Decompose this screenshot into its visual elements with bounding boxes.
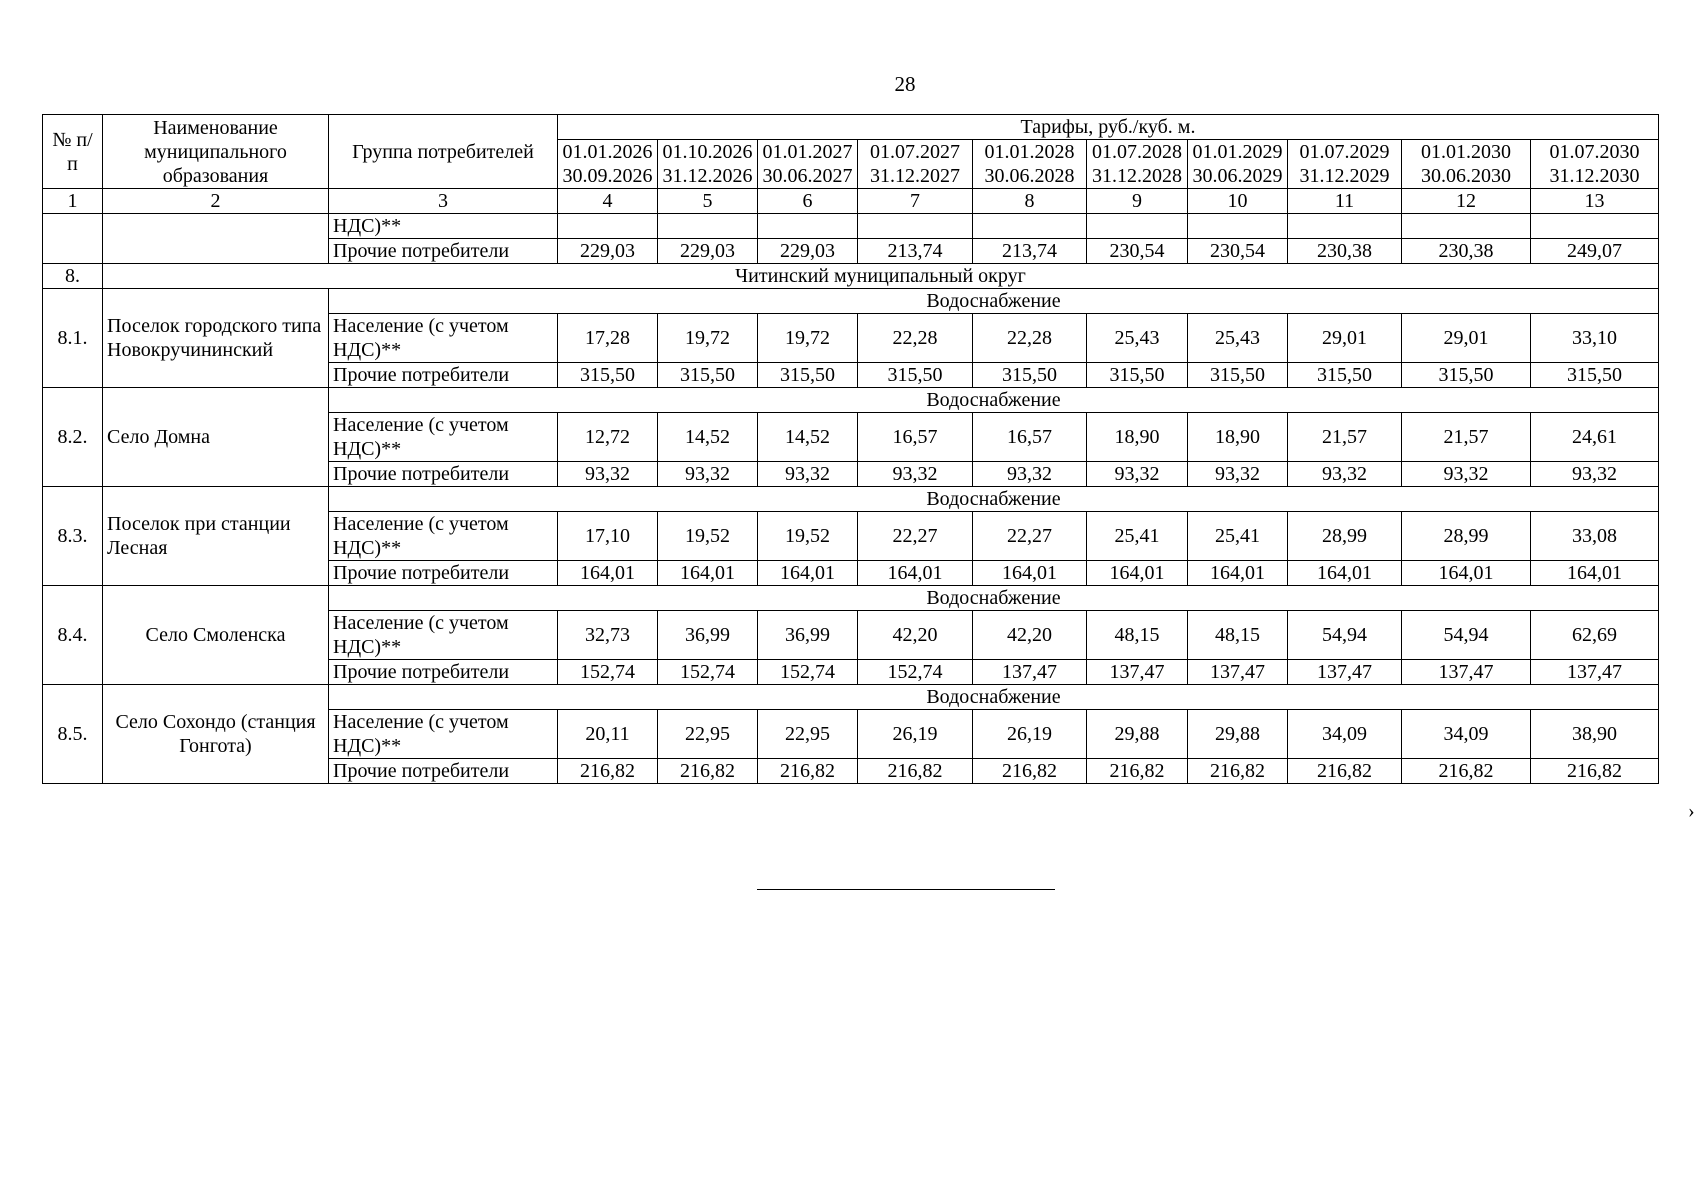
district-row — [43, 264, 1659, 289]
section-name: Поселок при станции Лесная — [103, 487, 329, 586]
tariff-value: 22,95 — [658, 710, 758, 759]
tariff-value: 17,28 — [558, 314, 658, 363]
service-row — [43, 289, 1659, 314]
column-number: 6 — [758, 189, 858, 214]
continuation-row — [43, 214, 1659, 239]
header-period-to: 31.12.2029 — [1288, 164, 1402, 189]
tariff-value: 48,15 — [1087, 611, 1188, 660]
column-number: 10 — [1188, 189, 1288, 214]
tariff-value: 315,50 — [758, 363, 858, 388]
consumer-group-label: Прочие потребители — [329, 462, 558, 487]
tariff-value: 22,28 — [973, 314, 1087, 363]
header-municipality: Наименование муниципального образования — [103, 115, 329, 189]
tariff-value: 29,01 — [1288, 314, 1402, 363]
tariff-value: 16,57 — [858, 413, 973, 462]
header-period-to: 31.12.2030 — [1531, 164, 1659, 189]
consumer-group-label: Население (с учетом НДС)** — [329, 512, 558, 561]
empty-cell — [758, 214, 858, 239]
tariff-value: 315,50 — [658, 363, 758, 388]
tariff-value: 216,82 — [973, 759, 1087, 784]
header-period-from: 01.01.2027 — [758, 140, 858, 165]
tariff-value: 24,61 — [1531, 413, 1659, 462]
tariff-value: 26,19 — [973, 710, 1087, 759]
tariff-value: 22,27 — [973, 512, 1087, 561]
tariff-value: 22,28 — [858, 314, 973, 363]
tariff-value: 20,11 — [558, 710, 658, 759]
tariff-value: 216,82 — [1531, 759, 1659, 784]
tariff-value: 315,50 — [1188, 363, 1288, 388]
tariff-value: 25,43 — [1188, 314, 1288, 363]
continuation-fragment: НДС)** — [329, 214, 558, 239]
tariff-value: 34,09 — [1402, 710, 1531, 759]
column-number: 12 — [1402, 189, 1531, 214]
bottom-rule — [757, 889, 1055, 890]
tariff-value: 164,01 — [858, 561, 973, 586]
tariff-value: 137,47 — [1188, 660, 1288, 685]
tariff-value: 54,94 — [1288, 611, 1402, 660]
tariff-value: 216,82 — [658, 759, 758, 784]
tariff-value: 137,47 — [1531, 660, 1659, 685]
service-name: Водоснабжение — [329, 289, 1659, 314]
empty-cell — [1188, 214, 1288, 239]
empty-cell — [1288, 214, 1402, 239]
tariff-value: 42,20 — [973, 611, 1087, 660]
section-name: Село Смоленска — [103, 586, 329, 685]
tariff-value: 152,74 — [558, 660, 658, 685]
consumer-group-label: Прочие потребители — [329, 759, 558, 784]
section-number: 8.5. — [43, 685, 103, 784]
empty-cell — [858, 214, 973, 239]
tariff-value: 152,74 — [858, 660, 973, 685]
service-row — [43, 685, 1659, 710]
tariff-value: 93,32 — [858, 462, 973, 487]
tariff-value: 38,90 — [1531, 710, 1659, 759]
consumer-group-label: Население (с учетом НДС)** — [329, 710, 558, 759]
tariff-value: 216,82 — [558, 759, 658, 784]
page-number: 28 — [894, 72, 916, 96]
tariff-value: 315,50 — [1087, 363, 1188, 388]
service-name: Водоснабжение — [329, 388, 1659, 413]
tariff-value: 137,47 — [1288, 660, 1402, 685]
tariff-value: 164,01 — [1288, 561, 1402, 586]
tariff-value: 315,50 — [973, 363, 1087, 388]
column-number: 2 — [103, 189, 329, 214]
consumer-group-label: Прочие потребители — [329, 239, 558, 264]
tariff-value: 22,95 — [758, 710, 858, 759]
service-row — [43, 388, 1659, 413]
edge-mark: › — [1688, 800, 1695, 822]
header-period-from: 01.07.2030 — [1531, 140, 1659, 165]
tariff-value: 14,52 — [658, 413, 758, 462]
header-period-to: 30.09.2026 — [558, 164, 658, 189]
service-name: Водоснабжение — [329, 586, 1659, 611]
column-number: 1 — [43, 189, 103, 214]
tariff-value: 213,74 — [973, 239, 1087, 264]
tariff-value: 28,99 — [1288, 512, 1402, 561]
section-number: 8.3. — [43, 487, 103, 586]
tariff-value: 54,94 — [1402, 611, 1531, 660]
district-name: Читинский муниципальный округ — [103, 264, 1659, 289]
empty-cell — [658, 214, 758, 239]
tariff-value: 216,82 — [1288, 759, 1402, 784]
header-period-from: 01.10.2026 — [658, 140, 758, 165]
tariff-value: 164,01 — [973, 561, 1087, 586]
column-number: 11 — [1288, 189, 1402, 214]
tariff-value: 29,01 — [1402, 314, 1531, 363]
consumer-group-label: Прочие потребители — [329, 363, 558, 388]
tariff-value: 32,73 — [558, 611, 658, 660]
header-period-to: 31.12.2027 — [858, 164, 973, 189]
column-number: 7 — [858, 189, 973, 214]
consumer-group-label: Население (с учетом НДС)** — [329, 413, 558, 462]
tariff-value: 152,74 — [658, 660, 758, 685]
header-row — [43, 115, 1659, 140]
tariff-value: 21,57 — [1288, 413, 1402, 462]
tariff-value: 36,99 — [758, 611, 858, 660]
tariff-value: 17,10 — [558, 512, 658, 561]
tariff-value: 93,32 — [1531, 462, 1659, 487]
tariff-value: 164,01 — [1188, 561, 1288, 586]
tariff-value: 229,03 — [558, 239, 658, 264]
tariff-value: 164,01 — [558, 561, 658, 586]
empty-cell — [1402, 214, 1531, 239]
header-period-from: 01.01.2026 — [558, 140, 658, 165]
tariff-value: 164,01 — [658, 561, 758, 586]
tariff-value: 93,32 — [1087, 462, 1188, 487]
tariff-value: 93,32 — [658, 462, 758, 487]
tariff-value: 22,27 — [858, 512, 973, 561]
tariff-value: 25,43 — [1087, 314, 1188, 363]
tariff-value: 315,50 — [558, 363, 658, 388]
service-name: Водоснабжение — [329, 487, 1659, 512]
tariff-value: 230,54 — [1188, 239, 1288, 264]
tariff-value: 33,08 — [1531, 512, 1659, 561]
tariff-value: 42,20 — [858, 611, 973, 660]
section-name: Село Домна — [103, 388, 329, 487]
continuation-name-cell — [103, 214, 329, 264]
tariff-value: 14,52 — [758, 413, 858, 462]
tariff-value: 29,88 — [1188, 710, 1288, 759]
header-period-to: 31.12.2028 — [1087, 164, 1188, 189]
tariff-value: 315,50 — [1531, 363, 1659, 388]
consumer-group-label: Прочие потребители — [329, 561, 558, 586]
header-period-to: 31.12.2026 — [658, 164, 758, 189]
tariff-value: 36,99 — [658, 611, 758, 660]
header-period-to: 30.06.2029 — [1188, 164, 1288, 189]
consumer-group-label: Население (с учетом НДС)** — [329, 314, 558, 363]
tariff-value: 25,41 — [1188, 512, 1288, 561]
district-number: 8. — [43, 264, 103, 289]
tariff-value: 93,32 — [558, 462, 658, 487]
tariff-value: 62,69 — [1531, 611, 1659, 660]
header-period-to: 30.06.2027 — [758, 164, 858, 189]
tariff-value: 26,19 — [858, 710, 973, 759]
section-name: Поселок городского типа Новокручининский — [103, 289, 329, 388]
tariff-value: 230,38 — [1402, 239, 1531, 264]
empty-cell — [558, 214, 658, 239]
section-name: Село Сохондо (станция Гонгота) — [103, 685, 329, 784]
header-tariffs: Тарифы, руб./куб. м. — [558, 115, 1659, 140]
tariff-value: 315,50 — [1288, 363, 1402, 388]
tariff-value: 18,90 — [1087, 413, 1188, 462]
column-number: 8 — [973, 189, 1087, 214]
empty-cell — [1531, 214, 1659, 239]
tariff-value: 216,82 — [758, 759, 858, 784]
tariff-value: 19,72 — [758, 314, 858, 363]
tariff-value: 93,32 — [1402, 462, 1531, 487]
service-row — [43, 487, 1659, 512]
tariff-value: 18,90 — [1188, 413, 1288, 462]
tariff-value: 34,09 — [1288, 710, 1402, 759]
tariff-value: 19,52 — [658, 512, 758, 561]
tariff-value: 137,47 — [973, 660, 1087, 685]
tariff-value: 93,32 — [758, 462, 858, 487]
column-number: 9 — [1087, 189, 1188, 214]
tariff-table — [42, 114, 1659, 784]
tariff-value: 29,88 — [1087, 710, 1188, 759]
tariff-value: 230,38 — [1288, 239, 1402, 264]
continuation-number-cell — [43, 214, 103, 264]
tariff-value: 19,72 — [658, 314, 758, 363]
tariff-value: 216,82 — [1188, 759, 1288, 784]
section-number: 8.2. — [43, 388, 103, 487]
tariff-value: 137,47 — [1087, 660, 1188, 685]
header-period-from: 01.01.2030 — [1402, 140, 1531, 165]
tariff-value: 216,82 — [1402, 759, 1531, 784]
tariff-value: 230,54 — [1087, 239, 1188, 264]
tariff-value: 315,50 — [1402, 363, 1531, 388]
header-period-from: 01.01.2029 — [1188, 140, 1288, 165]
tariff-value: 93,32 — [1188, 462, 1288, 487]
empty-cell — [1087, 214, 1188, 239]
tariff-value: 48,15 — [1188, 611, 1288, 660]
header-period-from: 01.07.2029 — [1288, 140, 1402, 165]
section-number: 8.4. — [43, 586, 103, 685]
column-number: 13 — [1531, 189, 1659, 214]
tariff-value: 164,01 — [1087, 561, 1188, 586]
tariff-value: 164,01 — [1402, 561, 1531, 586]
tariff-value: 249,07 — [1531, 239, 1659, 264]
service-name: Водоснабжение — [329, 685, 1659, 710]
header-period-to: 30.06.2030 — [1402, 164, 1531, 189]
header-period-from: 01.01.2028 — [973, 140, 1087, 165]
tariff-value: 12,72 — [558, 413, 658, 462]
header-period-from: 01.07.2027 — [858, 140, 973, 165]
tariff-value: 164,01 — [1531, 561, 1659, 586]
header-consumer-group: Группа потребителей — [329, 115, 558, 189]
tariff-value: 93,32 — [973, 462, 1087, 487]
tariff-value: 229,03 — [658, 239, 758, 264]
tariff-value: 33,10 — [1531, 314, 1659, 363]
header-number: № п/п — [43, 115, 103, 189]
empty-cell — [973, 214, 1087, 239]
column-numbers-row — [43, 189, 1659, 214]
header-period-from: 01.07.2028 — [1087, 140, 1188, 165]
tariff-value: 216,82 — [1087, 759, 1188, 784]
tariff-value: 164,01 — [758, 561, 858, 586]
tariff-value: 21,57 — [1402, 413, 1531, 462]
tariff-value: 152,74 — [758, 660, 858, 685]
tariff-value: 28,99 — [1402, 512, 1531, 561]
consumer-group-label: Прочие потребители — [329, 660, 558, 685]
column-number: 3 — [329, 189, 558, 214]
column-number: 5 — [658, 189, 758, 214]
consumer-group-label: Население (с учетом НДС)** — [329, 611, 558, 660]
tariff-value: 229,03 — [758, 239, 858, 264]
tariff-value: 19,52 — [758, 512, 858, 561]
section-number: 8.1. — [43, 289, 103, 388]
service-row — [43, 586, 1659, 611]
tariff-value: 137,47 — [1402, 660, 1531, 685]
tariff-value: 213,74 — [858, 239, 973, 264]
tariff-value: 93,32 — [1288, 462, 1402, 487]
header-period-to: 30.06.2028 — [973, 164, 1087, 189]
column-number: 4 — [558, 189, 658, 214]
tariff-value: 216,82 — [858, 759, 973, 784]
tariff-value: 25,41 — [1087, 512, 1188, 561]
tariff-value: 16,57 — [973, 413, 1087, 462]
tariff-value: 315,50 — [858, 363, 973, 388]
